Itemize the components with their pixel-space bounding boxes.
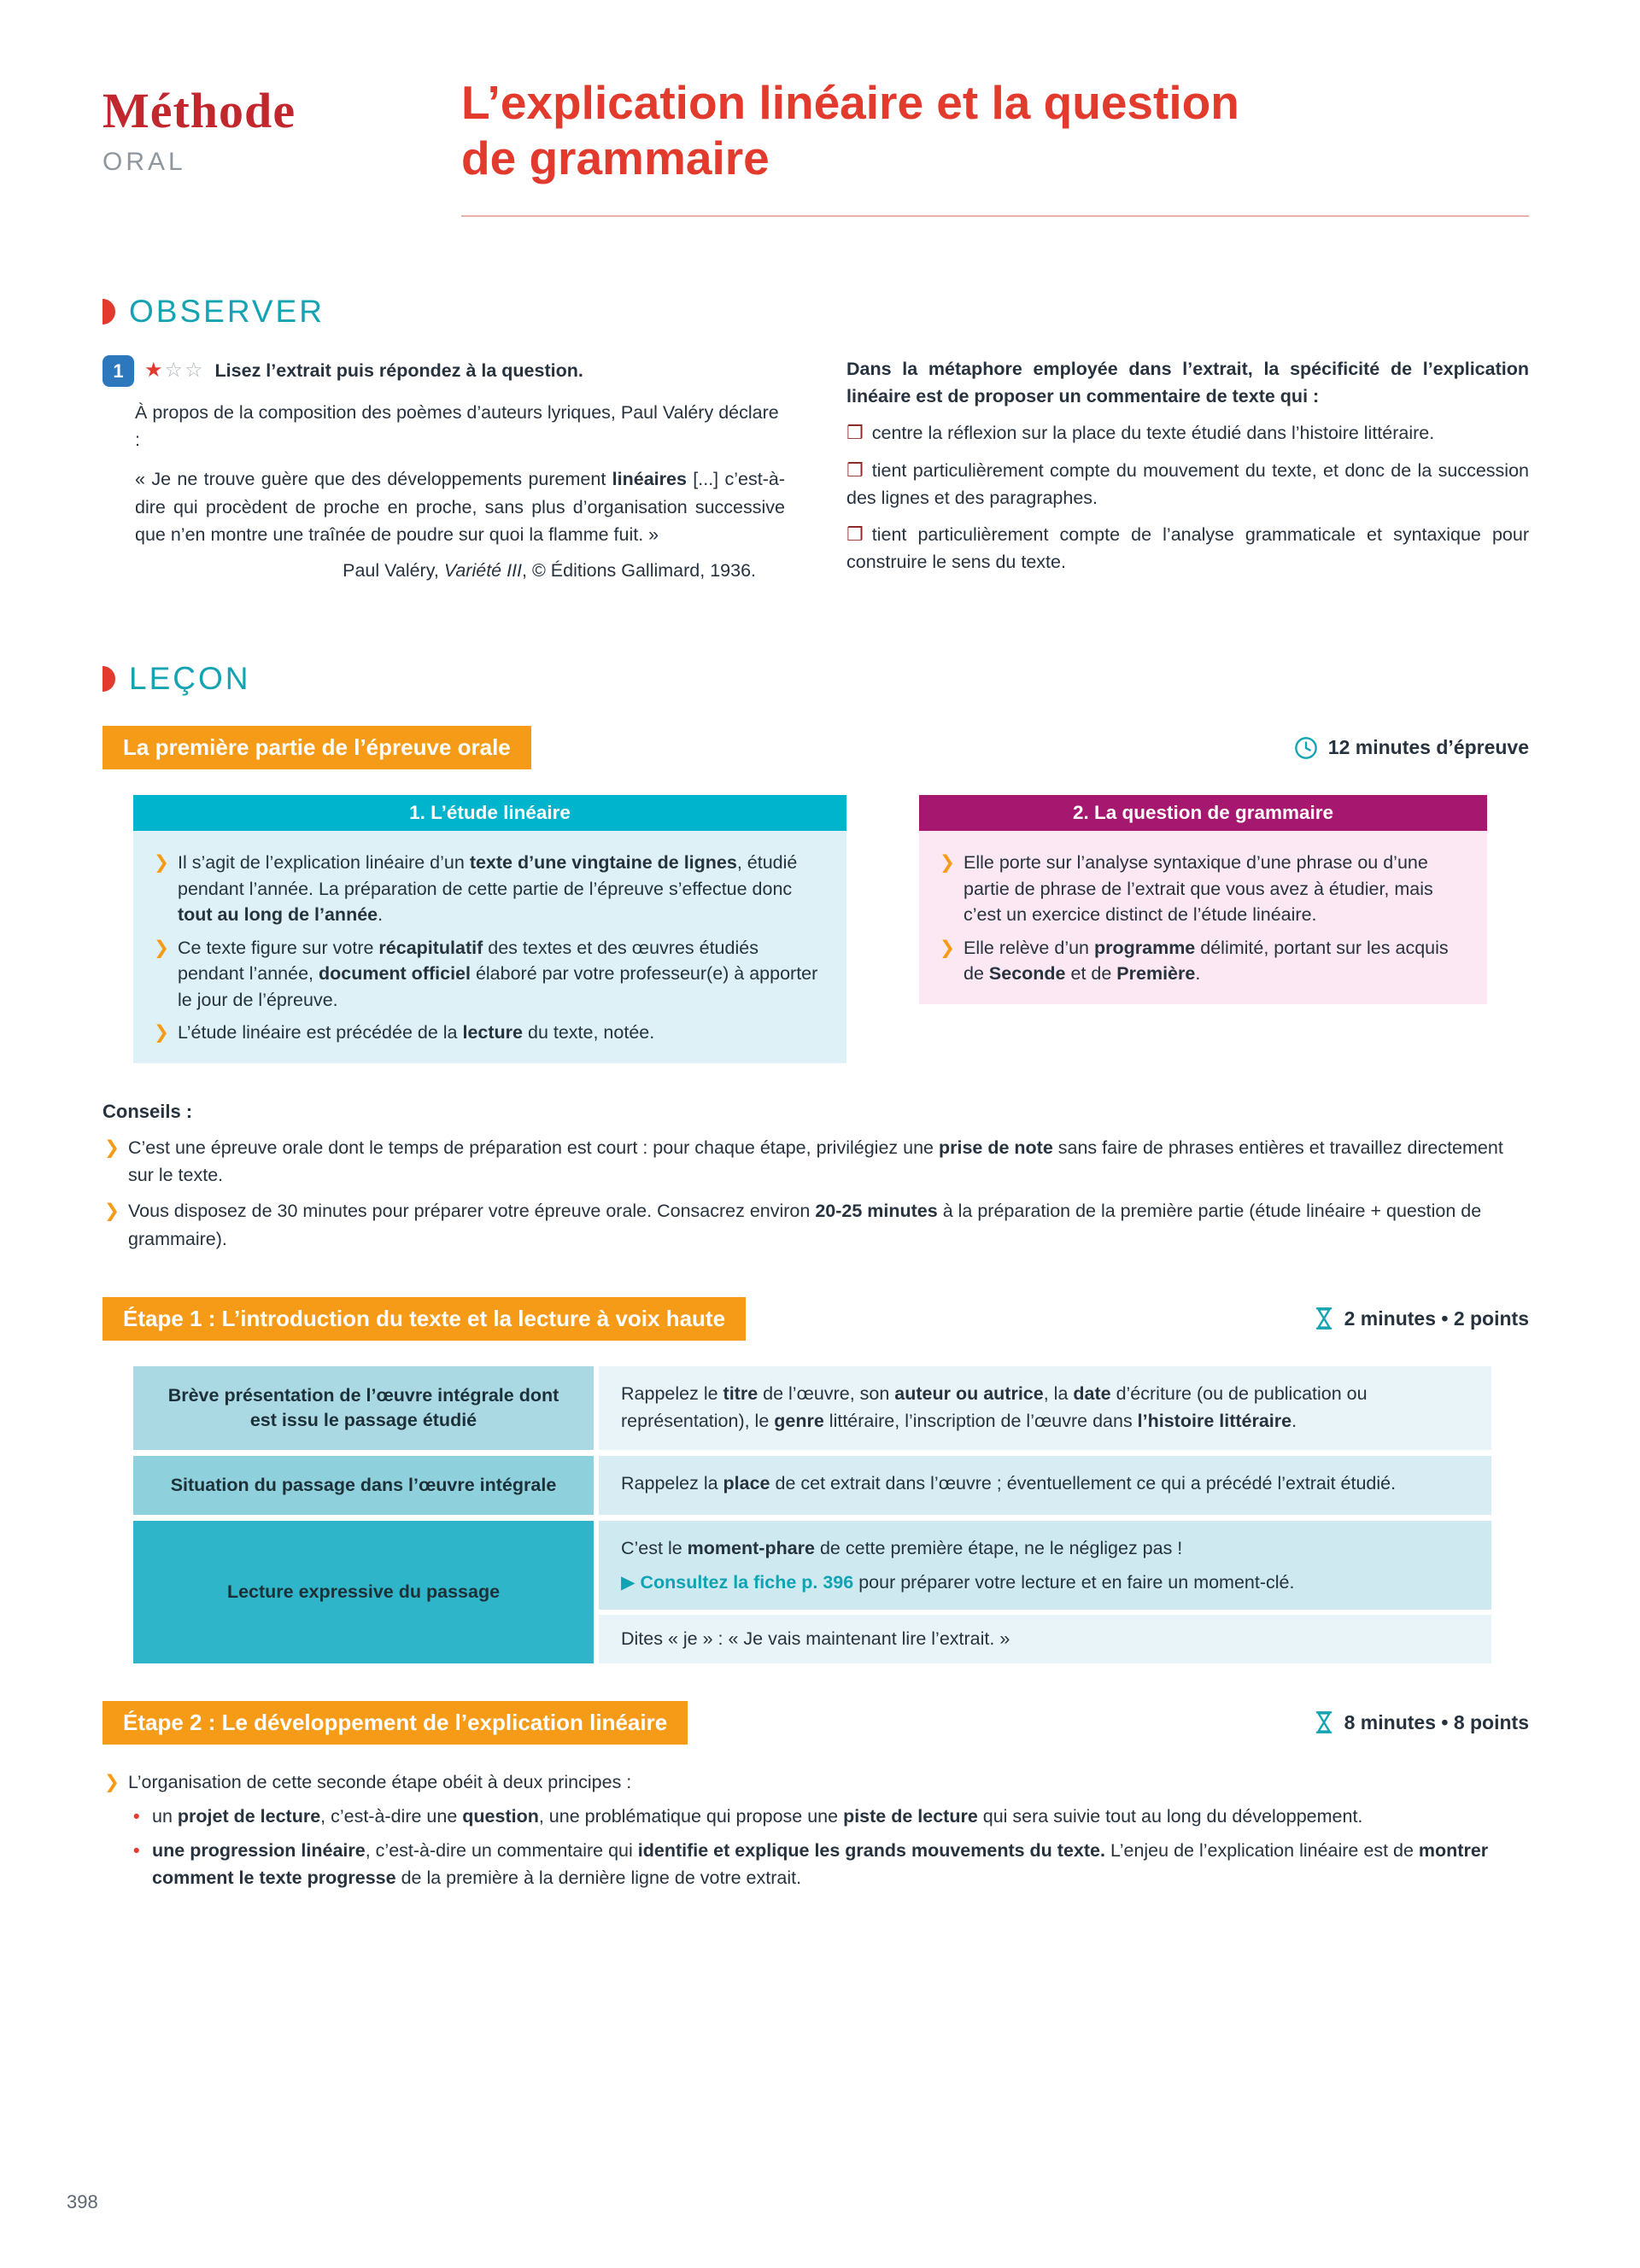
section-observer [102, 294, 1529, 585]
exercise-intro: À propos de la composition des poèmes d’auteurs lyriques, Paul Valéry déclare : [135, 401, 779, 451]
table-row-label: Lecture expressive du passage [133, 1521, 594, 1663]
exam-duration [1294, 736, 1529, 760]
table-cell-text: C’est le moment-phare de cette première étape, ne le négligez pas ! [621, 1537, 1183, 1558]
bullet-icon: • [133, 1805, 140, 1827]
list-item-text: L’étude linéaire est précédée de la lecture du texte, notée. [178, 1022, 655, 1043]
list-item [938, 850, 1468, 928]
method-table [133, 1366, 1491, 1663]
list-item [152, 1020, 828, 1046]
box-etude-lineaire [133, 795, 846, 1063]
question-option [846, 456, 1529, 512]
question-option [846, 418, 1529, 447]
etape2-timer [1314, 1710, 1529, 1734]
list-item-text: Ce texte figure sur votre récapitulatif des textes et des œuvres étudiés pendant l’année, document officiel élaboré par votre professeur(e) à apporter le jour de l’épreuve. [178, 937, 818, 1010]
list-item-text: Il s’agit de l’explication linéaire d’un texte d’une vingtaine de lignes, étudié pendant l’année. La préparation de cette partie de l’épreuve s’effectue donc tout au long de l’année. [178, 852, 798, 926]
option-text: tient particulièrement compte de l’analyse grammaticale et syntaxique pour construire le sens du texte. [846, 524, 1529, 573]
list-item [152, 850, 828, 928]
chevron-bullet-icon: ❯ [940, 852, 956, 874]
table-cell-text: Dites « je » : « Je vais maintenant lire l’extrait. » [621, 1628, 1010, 1650]
checkbox-icon[interactable]: ❒ [846, 523, 864, 546]
quote-attribution: Paul Valéry, Variété III, © Éditions Gallimard, 1936. [343, 560, 756, 582]
table-row-label: Brève présentation de l’œuvre intégrale dont est issu le passage étudié [133, 1366, 594, 1450]
list-item [102, 1134, 1529, 1190]
list-item-text: une progression linéaire, c’est-à-dire un commentaire qui identifie et explique les grands mouvements du texte. L’enjeu de l’explication linéaire est de montrer comment le texte progresse de la première à la dernière ligne de votre extrait. [152, 1840, 1489, 1889]
table-row-label: Situation du passage dans l’œuvre intégrale [133, 1456, 594, 1515]
table-row-content [599, 1521, 1491, 1663]
box-title: 1. L’étude linéaire [133, 795, 846, 831]
lesson-banner: La première partie de l’épreuve orale [102, 726, 531, 769]
hourglass-icon [1314, 1710, 1334, 1734]
question-column [846, 355, 1529, 585]
observer-heading [102, 294, 1529, 330]
option-text: tient particulièrement compte du mouvement du texte, et donc de la succession des lignes et des paragraphes. [846, 459, 1529, 508]
conseils-label: Conseils : [102, 1100, 193, 1122]
etape1-timer-text: 2 minutes • 2 points [1344, 1306, 1529, 1330]
star-filled-icon: ★ [144, 359, 165, 383]
exercise-number-badge: 1 [102, 355, 134, 387]
lesson-boxes [133, 795, 1529, 1063]
box-question-grammaire [919, 795, 1487, 1004]
page-header [102, 75, 1529, 217]
chevron-bullet-icon: ❯ [154, 1022, 170, 1043]
chevron-bullet-icon: ❯ [154, 937, 170, 958]
list-item-text: un projet de lecture, c’est-à-dire une question, une problématique qui propose une piste de lecture qui sera suivie tout au long du développement. [152, 1805, 1363, 1827]
list-item-text: Vous disposez de 30 minutes pour préparer votre épreuve orale. Consacrez environ 20-25 minutes à la préparation de la première partie (étude linéaire + question de grammaire). [128, 1201, 1482, 1249]
etape2-banner: Étape 2 : Le développement de l’explication linéaire [102, 1701, 688, 1745]
checkbox-icon[interactable]: ❒ [846, 422, 864, 444]
etape1-timer [1314, 1306, 1529, 1330]
table-row [133, 1456, 1491, 1515]
list-item [102, 1197, 1529, 1253]
kicker-block [102, 75, 461, 177]
list-item [130, 1803, 1529, 1830]
chevron-bullet-icon: ❯ [154, 852, 170, 874]
page-title-line-2: de grammaire [461, 131, 770, 184]
kicker: Méthode [102, 83, 296, 138]
etape1-banner: Étape 1 : L’introduction du texte et la lecture à voix haute [102, 1297, 746, 1341]
table-row-content [599, 1456, 1491, 1515]
star-empty-icon: ☆ [184, 359, 205, 383]
etape1-banner-row [102, 1297, 1529, 1341]
question-option [846, 520, 1529, 576]
table-row [133, 1366, 1491, 1450]
list-item [938, 935, 1468, 987]
hourglass-icon [1314, 1306, 1334, 1330]
question-intro: Dans la métaphore employée dans l’extrait, la spécificité de l’explication linéaire est de proposer un commentaire de texte qui : [846, 358, 1529, 407]
table-row-content [599, 1366, 1491, 1450]
list-item [130, 1837, 1529, 1892]
lecon-heading [102, 661, 1529, 697]
fiche-reference-link[interactable]: ▶ Consultez la fiche p. 396 pour préparer votre lecture et en faire un moment-clé. [621, 1572, 1295, 1593]
star-empty-icon: ☆ [164, 359, 185, 383]
section-title: OBSERVER [129, 293, 325, 329]
exam-duration-text: 12 minutes d’épreuve [1327, 736, 1529, 759]
list-item-text: C’est une épreuve orale dont le temps de préparation est court : pour chaque étape, privilégiez une prise de note sans faire de phrases entières et travaillez directement sur le texte. [128, 1137, 1503, 1186]
list-item-text: Elle relève d’un programme délimité, portant sur les acquis de Seconde et de Première. [964, 937, 1449, 985]
etape2-content [102, 1768, 1529, 1892]
table-row [133, 1521, 1491, 1663]
chevron-bullet-icon: ❯ [104, 1201, 120, 1222]
observer-columns [102, 355, 1529, 585]
option-text: centre la réflexion sur la place du texte étudié dans l’histoire littéraire. [871, 423, 1435, 444]
box-body [919, 831, 1487, 1004]
etape2-banner-row [102, 1701, 1529, 1745]
bullet-icon: • [133, 1840, 140, 1862]
exercise-quote: « Je ne trouve guère que des développements purement linéaires [...] c’est-à-dire qui procèdent de proche en proche, sans plus d’organisation successive que n’en montre une traînée de poudre sur quoi la flamme fuit. » [135, 469, 785, 545]
chevron-bullet-icon: ❯ [104, 1137, 120, 1158]
chevron-bullet-icon: ❯ [940, 937, 956, 958]
list-item-text: Elle porte sur l’analyse syntaxique d’une phrase ou d’une partie de phrase de l’extrait que vous avez à étudier, mais c’est un exercice distinct de l’étude linéaire. [964, 852, 1433, 926]
list-item [152, 935, 828, 1014]
conseils-block [102, 1097, 1529, 1253]
exercise-column [102, 355, 785, 585]
checkbox-icon[interactable]: ❒ [846, 459, 864, 481]
page-title [461, 75, 1529, 217]
lesson-banner-row [102, 726, 1529, 769]
list-item-text: L’organisation de cette seconde étape obéit à deux principes : [128, 1771, 632, 1792]
box-title: 2. La question de grammaire [919, 795, 1487, 831]
section-lecon [102, 661, 1529, 1891]
clock-icon [1294, 736, 1318, 760]
section-marker-icon [102, 666, 115, 692]
page-title-line-1: L’explication linéaire et la question [461, 76, 1239, 129]
table-subcell [599, 1521, 1491, 1610]
section-title: LEÇON [129, 661, 251, 697]
table-cell-text: Rappelez le titre de l’œuvre, son auteur ou autrice, la date d’écriture (ou de publication ou représentation), le genre littéraire, l’inscription de l’œuvre dans l’histoire littéraire. [621, 1382, 1368, 1432]
page-number: 398 [67, 2191, 98, 2212]
exercise-instruction: Lisez l’extrait puis répondez à la question. [214, 360, 583, 382]
chevron-bullet-icon: ❯ [104, 1771, 120, 1792]
exercise-header-line [102, 355, 785, 387]
etape2-timer-text: 8 minutes • 8 points [1344, 1710, 1529, 1733]
table-cell-text: Rappelez la place de cet extrait dans l’œuvre ; éventuellement ce qui a précédé l’extrait étudié. [621, 1472, 1397, 1493]
kicker-subtitle: ORAL [102, 148, 186, 176]
box-body [133, 831, 846, 1063]
table-subcell [599, 1615, 1491, 1663]
difficulty-stars [144, 355, 205, 386]
section-marker-icon [102, 299, 115, 324]
list-item [102, 1768, 1529, 1796]
